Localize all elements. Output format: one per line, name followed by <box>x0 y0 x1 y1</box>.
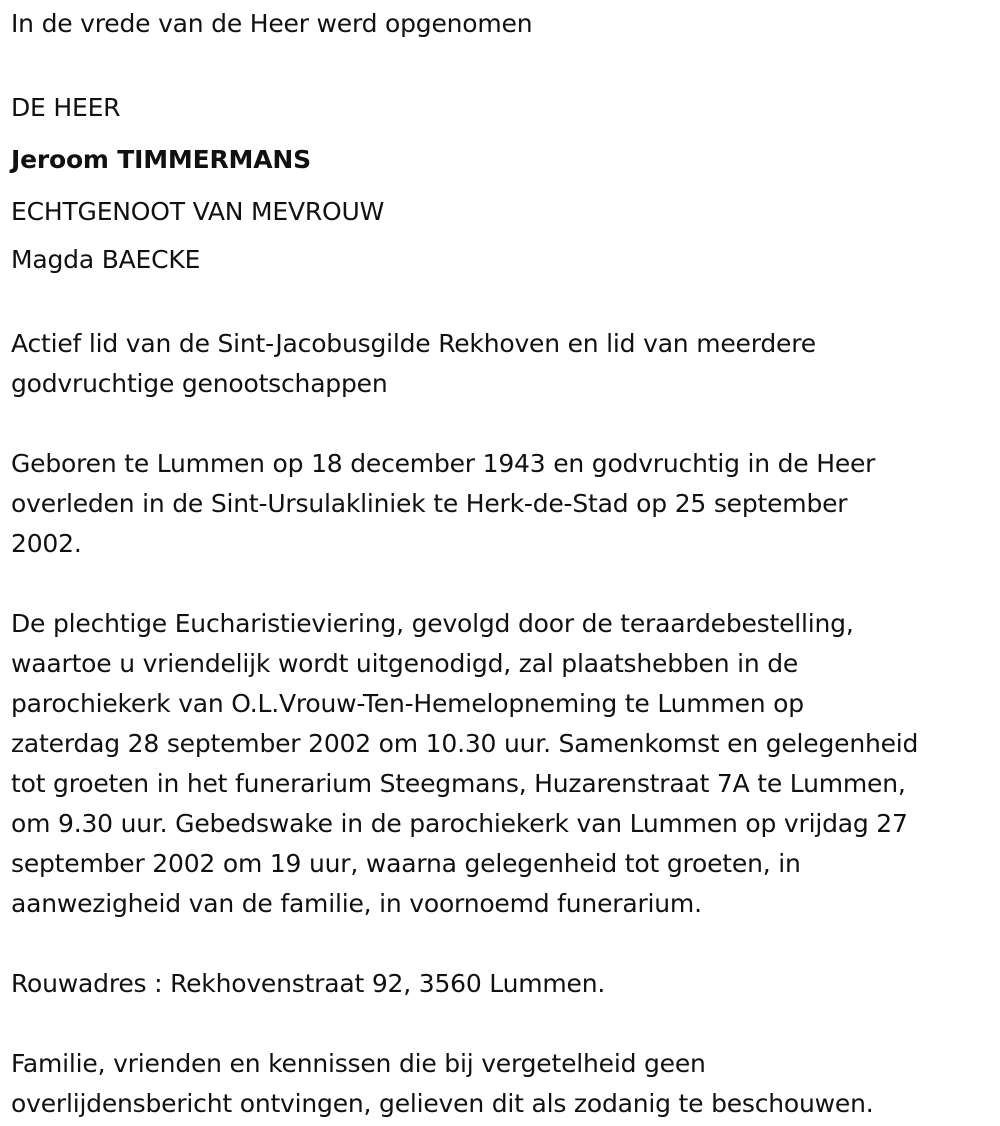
birth-death-line: overleden in de Sint-Ursulakliniek te Herk-de-Stad op 25 september <box>11 489 848 518</box>
spouse-label: ECHTGENOOT VAN MEVROUW <box>11 197 385 226</box>
mourning-address: Rouwadres : Rekhovenstraat 92, 3560 Lummen. <box>11 969 606 998</box>
membership-line: Actief lid van de Sint-Jacobusgilde Rekhoven en lid van meerdere <box>11 329 816 358</box>
membership-line: godvruchtige genootschappen <box>11 369 388 398</box>
birth-death-line: Geboren te Lummen op 18 december 1943 en godvruchtig in de Heer <box>11 449 876 478</box>
ceremony-line: De plechtige Eucharistieviering, gevolgd door de teraardebestelling, <box>11 609 854 638</box>
closing-line: overlijdensbericht ontvingen, gelieven dit als zodanig te beschouwen. <box>11 1089 874 1118</box>
ceremony-line: zaterdag 28 september 2002 om 10.30 uur. Samenkomst en gelegenheid <box>11 729 919 758</box>
ceremony-line: parochiekerk van O.L.Vrouw-Ten-Hemelopneming te Lummen op <box>11 689 804 718</box>
spacer <box>11 44 996 84</box>
ceremony-line: waartoe u vriendelijk wordt uitgenodigd, zal plaatshebben in de <box>11 649 799 678</box>
obituary-document <box>11 4 996 1124</box>
spouse-name: Magda BAECKE <box>11 245 201 274</box>
birth-death-line: 2002. <box>11 529 82 558</box>
ceremony-line: tot groeten in het funerarium Steegmans, Huzarenstraat 7A te Lummen, <box>11 769 906 798</box>
title-prefix: DE HEER <box>11 93 121 122</box>
spacer <box>11 404 996 444</box>
ceremony-line: aanwezigheid van de familie, in voornoemd funerarium. <box>11 889 702 918</box>
spacer <box>11 1004 996 1044</box>
spacer <box>11 924 996 964</box>
spacer <box>11 284 996 324</box>
deceased-name: Jeroom TIMMERMANS <box>11 145 311 174</box>
ceremony-line: om 9.30 uur. Gebedswake in de parochiekerk van Lummen op vrijdag 27 <box>11 809 908 838</box>
closing-line: Familie, vrienden en kennissen die bij vergetelheid geen <box>11 1049 706 1078</box>
intro-text: In de vrede van de Heer werd opgenomen <box>11 9 533 38</box>
ceremony-line: september 2002 om 19 uur, waarna gelegenheid tot groeten, in <box>11 849 801 878</box>
spacer <box>11 564 996 604</box>
